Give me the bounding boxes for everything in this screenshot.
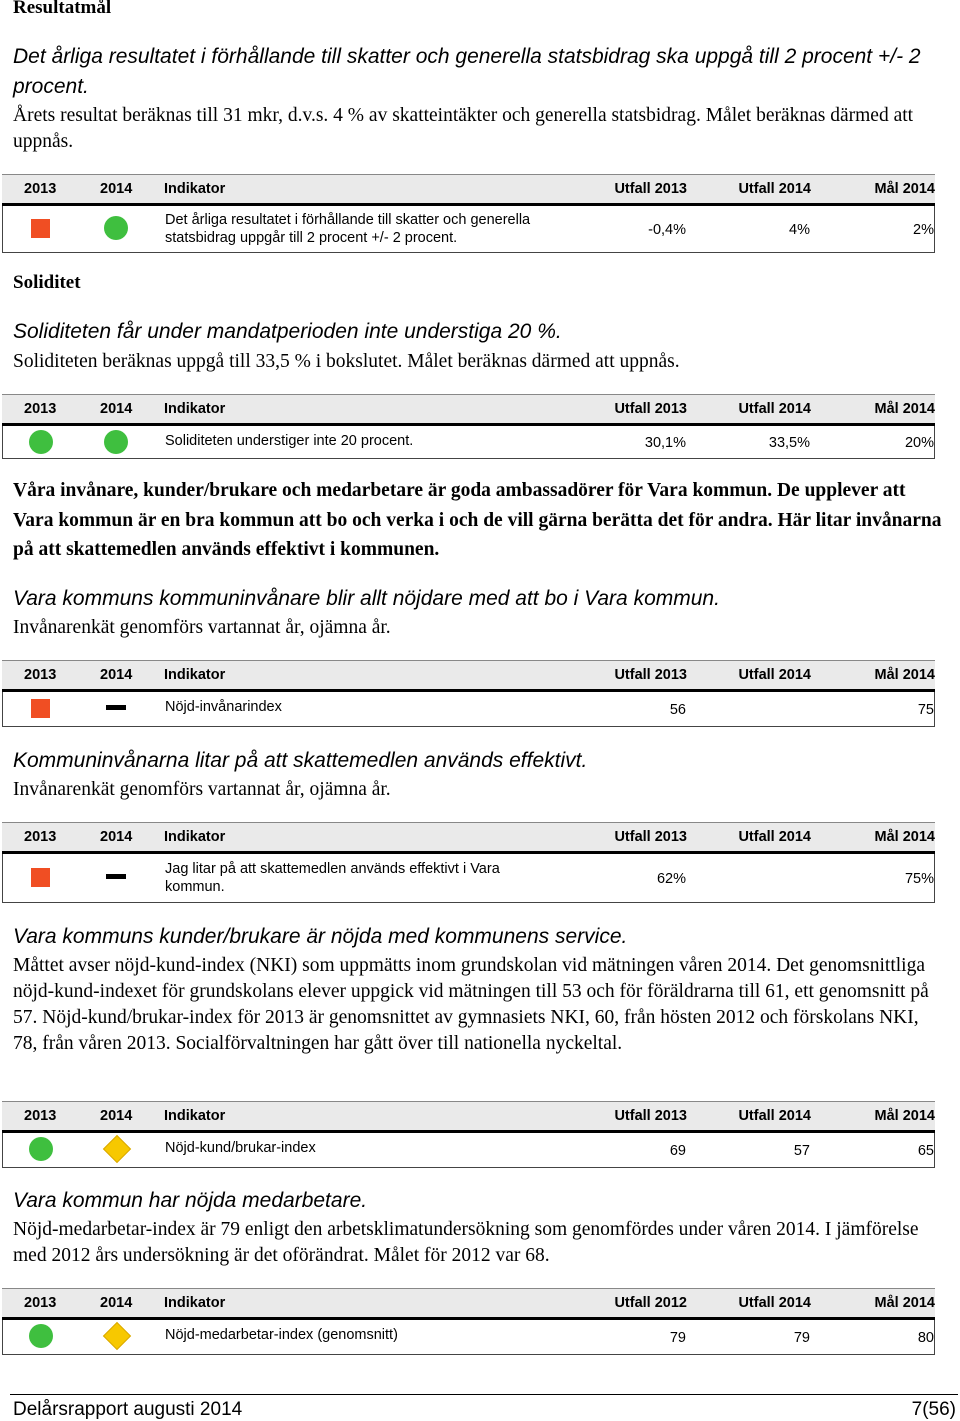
- goal-title: Kommuninvånarna litar på att skattemedlen används effektivt.: [13, 749, 588, 772]
- goal-text: Invånarenkät genomförs vartannat år, ojämna år.: [13, 617, 391, 638]
- utfall-2-value: 79: [793, 1330, 810, 1346]
- table-header: [2, 660, 935, 692]
- header-utfall-2: Utfall 2014: [738, 401, 811, 417]
- dash-icon: [106, 874, 126, 879]
- table-header: [2, 1101, 935, 1133]
- table-header: [2, 1288, 935, 1320]
- header-2014: 2014: [100, 829, 133, 845]
- mal-value: 2%: [913, 222, 934, 238]
- utfall-1-value: 79: [669, 1330, 686, 1346]
- header-indikator: Indikator: [164, 829, 226, 845]
- header-indikator: Indikator: [164, 667, 226, 683]
- header-indikator: Indikator: [164, 181, 226, 197]
- indicator-text: Det årliga resultatet i förhållande till skatter och generella statsbidrag uppgår till 2 procent +/- 2 procent.: [165, 212, 531, 246]
- indicator-table: [2, 174, 935, 254]
- header-indikator: Indikator: [164, 401, 226, 417]
- goal-text: Soliditeten beräknas uppgå till 33,5 % i bokslutet. Målet beräknas därmed att uppnås.: [13, 351, 680, 372]
- vision-paragraph: Våra invånare, kunder/brukare och medarbetare är goda ambassadörer för Vara kommun. De upplever att Vara kommun är en bra kommun att bo och verka i och de vill gärna berätta det för andra. Här litar invånarna på att skattemedlen används effektivt i kommunen.: [13, 480, 942, 560]
- mal-value: 80: [917, 1330, 934, 1346]
- goal-text: Invånarenkät genomförs vartannat år, ojämna år.: [13, 779, 391, 800]
- header-2014: 2014: [100, 1295, 133, 1311]
- header-mal: Mål 2014: [874, 829, 935, 845]
- table-row: [2, 206, 935, 253]
- indicator-text: Nöjd-medarbetar-index (genomsnitt): [165, 1327, 398, 1343]
- goal-title: Det årliga resultatet i förhållande till skatter och generella statsbidrag ska uppgå till 2 procent +/- 2 procent.: [13, 45, 921, 98]
- header-2013: 2013: [24, 401, 57, 417]
- red-square-icon: [31, 699, 50, 718]
- header-utfall-1: Utfall 2013: [614, 829, 687, 845]
- header-2013: 2013: [24, 181, 57, 197]
- goal-title: Vara kommuns kunder/brukare är nöjda med kommunens service.: [13, 925, 628, 948]
- utfall-1-value: 30,1%: [644, 435, 686, 451]
- header-2013: 2013: [24, 829, 57, 845]
- indicator-text: Nöjd-kund/brukar-index: [165, 1140, 316, 1156]
- header-utfall-2: Utfall 2014: [738, 1108, 811, 1124]
- table-header: [2, 394, 935, 426]
- indicator-table: [2, 660, 935, 728]
- green-circle-icon: [29, 1137, 53, 1161]
- header-2013: 2013: [24, 667, 57, 683]
- indicator-table: [2, 1288, 935, 1356]
- table-row: [2, 426, 935, 459]
- table-row: [2, 1320, 935, 1355]
- green-circle-icon: [104, 216, 128, 240]
- green-circle-icon: [104, 430, 128, 454]
- header-utfall-2: Utfall 2014: [738, 667, 811, 683]
- indicator-table: [2, 1101, 935, 1169]
- footer-title: Delårsrapport augusti 2014: [13, 1399, 243, 1420]
- header-utfall-1: Utfall 2013: [614, 401, 687, 417]
- utfall-1-value: 56: [669, 702, 686, 718]
- header-utfall-1: Utfall 2013: [614, 181, 687, 197]
- header-2013: 2013: [24, 1295, 57, 1311]
- goal-text: Årets resultat beräknas till 31 mkr, d.v.s. 4 % av skatteintäkter och generella statsbidrag. Målet beräknas därmed att uppnås.: [13, 105, 914, 152]
- section-heading-resultatmal: Resultatmål: [13, 0, 112, 18]
- utfall-2-value: 4%: [789, 222, 810, 238]
- page-number: 7(56): [911, 1399, 956, 1420]
- mal-value: 65: [917, 1143, 934, 1159]
- header-utfall-1: Utfall 2013: [614, 1108, 687, 1124]
- header-mal: Mål 2014: [874, 1295, 935, 1311]
- header-2014: 2014: [100, 667, 133, 683]
- dash-icon: [106, 705, 126, 710]
- goal-title: Soliditeten får under mandatperioden inte understiga 20 %.: [13, 320, 562, 343]
- header-mal: Mål 2014: [874, 1108, 935, 1124]
- header-mal: Mål 2014: [874, 401, 935, 417]
- yellow-diamond-icon: [103, 1135, 131, 1163]
- green-circle-icon: [29, 430, 53, 454]
- mal-value: 75%: [904, 871, 934, 887]
- header-2014: 2014: [100, 1108, 133, 1124]
- utfall-1-value: 62%: [656, 871, 686, 887]
- header-utfall-2: Utfall 2014: [738, 1295, 811, 1311]
- header-utfall-2: Utfall 2014: [738, 181, 811, 197]
- footer-divider: [10, 1394, 958, 1395]
- table-row: [2, 1133, 935, 1168]
- indicator-text: Jag litar på att skattemedlen används effektivt i Vara kommun.: [165, 861, 500, 895]
- utfall-1-value: -0,4%: [648, 222, 686, 238]
- utfall-1-value: 69: [669, 1143, 686, 1159]
- table-header: [2, 822, 935, 854]
- utfall-2-value: 57: [793, 1143, 810, 1159]
- indicator-table: [2, 394, 935, 460]
- goal-text: Måttet avser nöjd-kund-index (NKI) som uppmätts inom grundskolan vid mätningen våren 2014. Det genomsnittliga nöjd-kund-indexet för grundskolans elever uppgick vid mätningen till 53 och för föräldrarna till 61, ett genomsnitt på 57. Nöjd-kund/brukar-index för 2013 är genomsnittet av gymnasiets NKI, 60, från hösten 2012 och förskolans NKI, 78, från våren 2013. Socialförvaltningen har gått över till nationella nyckeltal.: [13, 955, 929, 1054]
- table-row: [2, 854, 935, 903]
- mal-value: 20%: [904, 435, 934, 451]
- red-square-icon: [31, 219, 50, 238]
- mal-value: 75: [917, 702, 934, 718]
- green-circle-icon: [29, 1324, 53, 1348]
- indicator-table: [2, 822, 935, 904]
- utfall-2-value: 33,5%: [768, 435, 810, 451]
- header-2014: 2014: [100, 181, 133, 197]
- goal-text: Nöjd-medarbetar-index är 79 enligt den arbetsklimatundersökning som genomfördes under våren 2014. I jämförelse med 2012 års undersökning är det oförändrat. Målet för 2012 var 68.: [13, 1219, 919, 1266]
- header-utfall-2: Utfall 2014: [738, 829, 811, 845]
- header-mal: Mål 2014: [874, 181, 935, 197]
- header-2014: 2014: [100, 401, 133, 417]
- goal-title: Vara kommuns kommuninvånare blir allt nöjdare med att bo i Vara kommun.: [13, 587, 720, 610]
- header-mal: Mål 2014: [874, 667, 935, 683]
- indicator-text: Soliditeten understiger inte 20 procent.: [165, 433, 414, 449]
- yellow-diamond-icon: [103, 1322, 131, 1350]
- goal-title: Vara kommun har nöjda medarbetare.: [13, 1189, 368, 1212]
- section-heading-soliditet: Soliditet: [13, 272, 81, 293]
- header-2013: 2013: [24, 1108, 57, 1124]
- table-header: [2, 174, 935, 206]
- indicator-text: Nöjd-invånarindex: [165, 699, 282, 715]
- header-indikator: Indikator: [164, 1108, 226, 1124]
- header-indikator: Indikator: [164, 1295, 226, 1311]
- red-square-icon: [31, 868, 50, 887]
- header-utfall-1: Utfall 2013: [614, 667, 687, 683]
- header-utfall-1: Utfall 2012: [614, 1295, 687, 1311]
- table-row: [2, 692, 935, 727]
